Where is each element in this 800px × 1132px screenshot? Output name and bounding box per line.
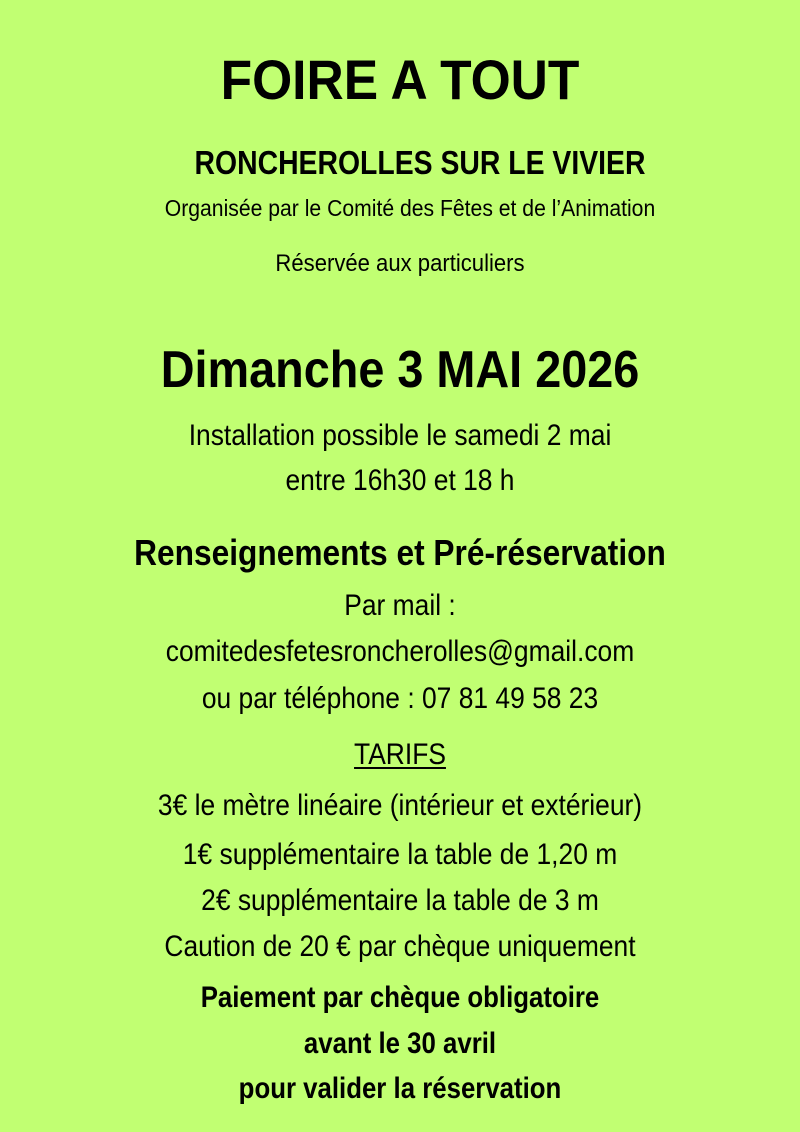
installation-line-1: Installation possible le samedi 2 mai: [188, 419, 612, 452]
poster-title: FOIRE A TOUT: [220, 48, 580, 111]
tarif-item: Caution de 20 € par chèque uniquement: [164, 930, 636, 963]
tarif-item: 1€ supplémentaire la table de 1,20 m: [182, 838, 618, 871]
installation-line-2: entre 16h30 et 18 h: [285, 464, 515, 497]
contact-email[interactable]: comitedesfetesroncherolles@gmail.com: [165, 635, 635, 668]
town-name: RONCHEROLLES SUR LE VIVIER: [194, 144, 646, 181]
payment-line-3: pour valider la réservation: [238, 1072, 562, 1105]
organiser-line: Organisée par le Comité des Fêtes et de l’Animation: [164, 195, 656, 221]
event-date: Dimanche 3 MAI 2026: [160, 341, 640, 399]
tarifs-heading: [48, 740, 752, 770]
tarif-item: 3€ le mètre linéaire (intérieur et extérieur): [157, 789, 643, 822]
tarifs-heading-text: TARIFS: [354, 738, 446, 771]
payment-line-2: avant le 30 avril: [303, 1027, 497, 1060]
contact-phone: ou par téléphone : 07 81 49 58 23: [201, 682, 599, 715]
info-heading: Renseignements et Pré-réservation: [134, 532, 666, 573]
payment-line-1: Paiement par chèque obligatoire: [200, 981, 600, 1014]
tarif-item: 2€ supplémentaire la table de 3 m: [201, 884, 599, 917]
mail-label: Par mail :: [344, 589, 456, 622]
reserved-notice: Réservée aux particuliers: [275, 250, 525, 277]
